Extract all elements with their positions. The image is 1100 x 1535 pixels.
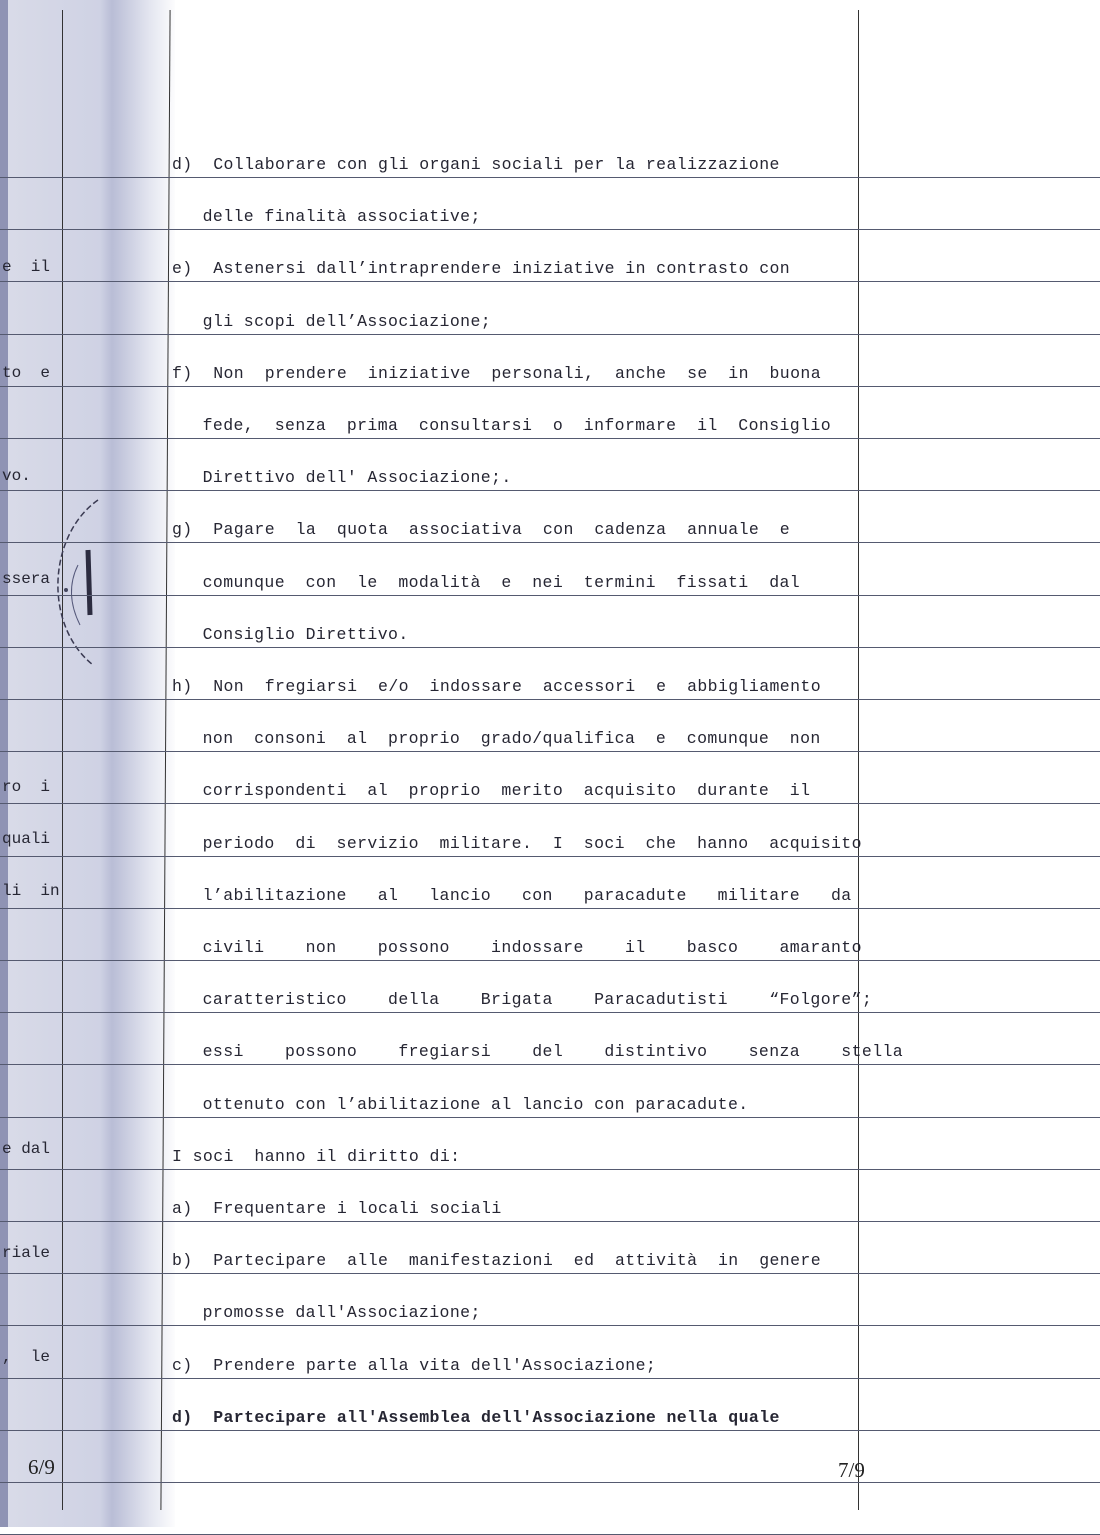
left-page-fragment: ssera xyxy=(2,570,51,588)
document-line: caratteristico della Brigata Paracadutisti “Folgore”; xyxy=(182,990,873,1009)
left-page-fragment: vo. xyxy=(2,467,31,485)
ruled-line xyxy=(0,960,1100,961)
ruled-line xyxy=(0,490,1100,491)
right-page-number: 7/9 xyxy=(838,1458,865,1482)
document-line: non consoni al proprio grado/qualifica e comunque non xyxy=(182,729,821,748)
ruled-line xyxy=(0,1273,1100,1274)
ruled-line xyxy=(0,1117,1100,1118)
document-line: Direttivo dell' Associazione;. xyxy=(182,468,512,487)
left-page-fragment: quali xyxy=(2,830,51,848)
document-line: periodo di servizio militare. I soci che hanno acquisito xyxy=(182,834,862,853)
document-line: comunque con le modalità e nei termini fissati dal xyxy=(182,573,801,592)
ruled-line xyxy=(0,334,1100,335)
ruled-line xyxy=(0,699,1100,700)
document-line: essi possono fregiarsi del distintivo senza stella xyxy=(182,1042,904,1061)
ruled-line xyxy=(0,595,1100,596)
document-line: gli scopi dell’Associazione; xyxy=(182,312,492,331)
ruled-line xyxy=(0,438,1100,439)
document-line: civili non possono indossare il basco amaranto xyxy=(182,938,862,957)
ruled-line xyxy=(0,803,1100,804)
ruled-line xyxy=(0,908,1100,909)
ruled-line xyxy=(0,1378,1100,1379)
ruled-line xyxy=(0,1430,1100,1431)
left-page-fragment: , le xyxy=(2,1348,51,1366)
right-margin-line xyxy=(858,10,859,1510)
document-line: ottenuto con l’abilitazione al lancio con paracadute. xyxy=(182,1095,749,1114)
ruled-line xyxy=(0,1012,1100,1013)
document-line: a) Frequentare i locali sociali xyxy=(172,1199,502,1218)
ruled-line xyxy=(0,281,1100,282)
document-line: d) Collaborare con gli organi sociali per la realizzazione xyxy=(172,155,780,174)
document-line: corrispondenti al proprio merito acquisito durante il xyxy=(182,781,811,800)
ruled-line xyxy=(0,751,1100,752)
document-line: I soci hanno il diritto di: xyxy=(172,1147,461,1166)
ruled-line xyxy=(0,1064,1100,1065)
ruled-line xyxy=(0,647,1100,648)
left-page-fragment: riale xyxy=(2,1244,51,1262)
ruled-line xyxy=(0,856,1100,857)
ruled-line xyxy=(0,1325,1100,1326)
ruled-line xyxy=(0,1169,1100,1170)
left-page-fragment: e il xyxy=(2,258,51,276)
document-line: l’abilitazione al lancio con paracadute militare da xyxy=(182,886,852,905)
document-line: f) Non prendere iniziative personali, anche se in buona xyxy=(172,364,822,383)
ruled-line xyxy=(0,1482,1100,1483)
ruled-line xyxy=(0,229,1100,230)
document-line: d) Partecipare all'Assemblea dell'Associazione nella quale xyxy=(172,1408,780,1427)
document-line: b) Partecipare alle manifestazioni ed attività in genere xyxy=(172,1251,822,1270)
ruled-line xyxy=(0,1221,1100,1222)
left-page-fragment: e dal xyxy=(2,1140,51,1158)
left-page-fragment: ro i xyxy=(2,778,51,796)
document-line: promosse dall'Associazione; xyxy=(182,1303,481,1322)
left-page-fragment: li in xyxy=(2,882,60,900)
ruled-line xyxy=(0,177,1100,178)
left-page-number: 6/9 xyxy=(28,1455,55,1479)
left-margin-line xyxy=(62,10,63,1510)
ruled-line xyxy=(0,542,1100,543)
document-line: h) Non fregiarsi e/o indossare accessori e abbigliamento xyxy=(172,677,822,696)
document-line: e) Astenersi dall’intraprendere iniziative in contrasto con xyxy=(172,259,791,278)
document-line: g) Pagare la quota associativa con cadenza annuale e xyxy=(172,520,791,539)
document-line: fede, senza prima consultarsi o informare il Consiglio xyxy=(182,416,832,435)
left-page-fragment: to e xyxy=(2,364,51,382)
ruled-line xyxy=(0,386,1100,387)
document-line: Consiglio Direttivo. xyxy=(182,625,409,644)
document-line: c) Prendere parte alla vita dell'Associazione; xyxy=(172,1356,657,1375)
document-line: delle finalità associative; xyxy=(182,207,481,226)
